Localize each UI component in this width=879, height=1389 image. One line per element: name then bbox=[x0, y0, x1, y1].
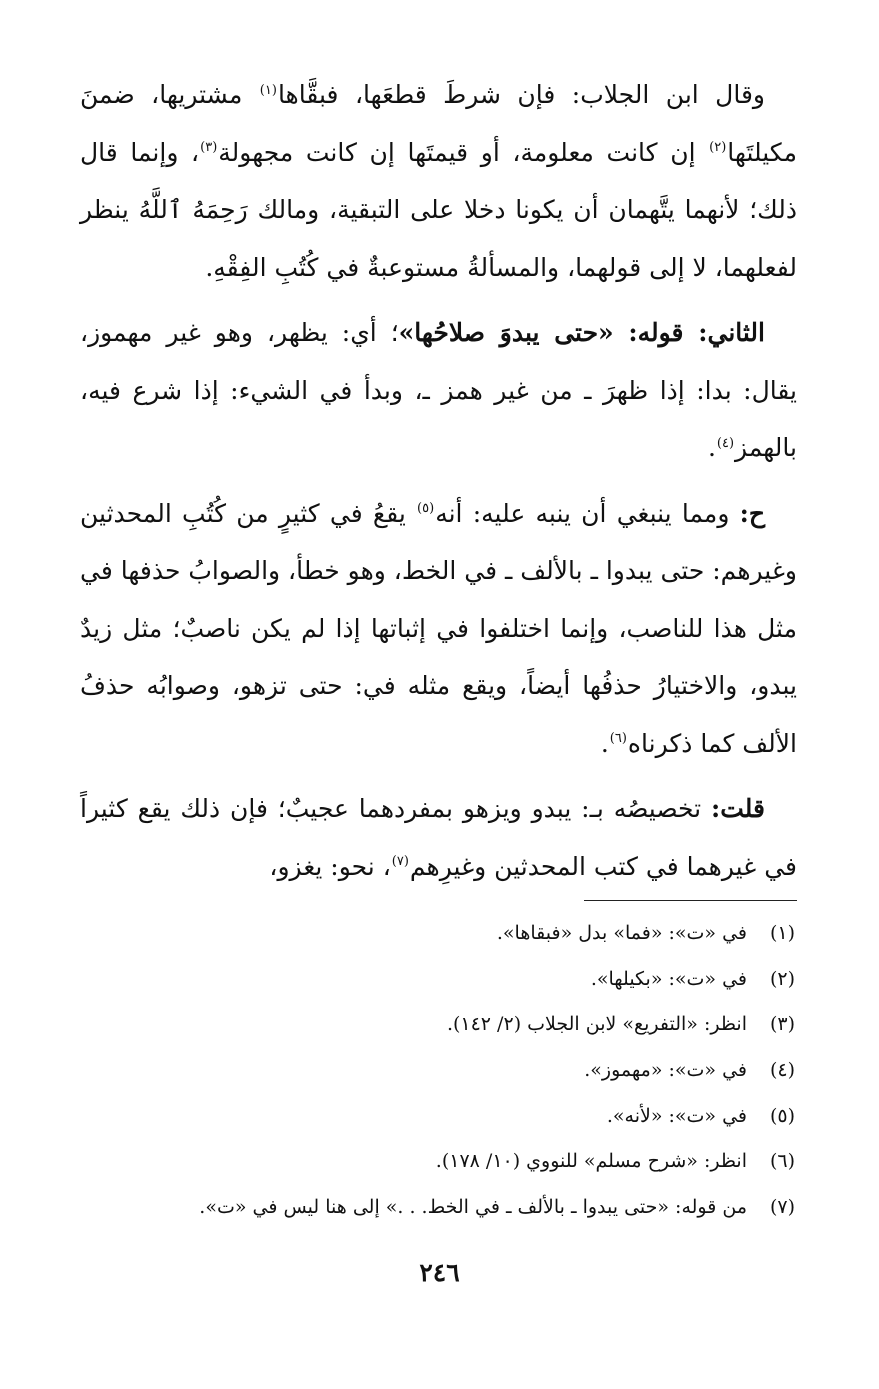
paragraph-4-text-2: ، نحو: يغزو، bbox=[269, 851, 391, 881]
footnotes bbox=[80, 917, 795, 1237]
footnote-number: (٢) bbox=[769, 967, 795, 990]
footnote-text: في «ت»: «فما» بدل «فبقاها». bbox=[496, 922, 747, 944]
paragraph-2-lead: الثاني: قوله: «حتى يبدوَ صلاحُها» bbox=[398, 318, 765, 347]
paragraph-4-text-1: تخصيصُه بـ: يبدو ويزهو بمفردهما عجيبٌ؛ فإن ذلك يقع كثيراً في غيرهما في كتب المحدثين وغيرِهم bbox=[80, 794, 797, 881]
footnote-7 bbox=[80, 1191, 795, 1237]
footnote-number: (٣) bbox=[769, 1013, 795, 1036]
paragraph-3-text-3: . bbox=[600, 728, 609, 758]
footnote-1 bbox=[80, 917, 795, 963]
footnote-ref-1: (١) bbox=[259, 82, 277, 98]
paragraph-2-text-2: . bbox=[707, 433, 716, 462]
paragraph-1-text-1: وقال ابن الجلاب: فإن شرطَ قطعَها، فبقَّاها bbox=[277, 80, 765, 109]
paragraph-4-lead: قلت: bbox=[710, 794, 765, 823]
paragraph-2 bbox=[80, 304, 797, 477]
footnote-3 bbox=[80, 1008, 795, 1054]
footnote-text: انظر: «شرح مسلم» للنووي (١٠/ ١٧٨). bbox=[435, 1150, 747, 1173]
footnote-6 bbox=[80, 1145, 795, 1191]
footnote-ref-5: (٥) bbox=[417, 501, 435, 517]
paragraph-1-text-2: مشتريها، ضمنَ مكيلتَها bbox=[80, 80, 797, 167]
footnote-number: (٦) bbox=[769, 1150, 795, 1173]
paragraph-2-text-1: ؛ أي: يظهر، وهو غير مهموز، يقال: بدا: إذا ظهرَ ـ من غير همز ـ، وبدأ في الشيء: إذا شرع فيه، بالهمز bbox=[80, 318, 797, 462]
paragraph-1 bbox=[80, 66, 797, 296]
main-text bbox=[80, 66, 797, 895]
footnote-ref-4: (٤) bbox=[716, 435, 735, 451]
footnote-text: انظر: «التفريع» لابن الجلاب (٢/ ١٤٢). bbox=[446, 1013, 747, 1036]
footnote-4 bbox=[80, 1054, 795, 1100]
paragraph-3-text-2: يقعُ في كثيرٍ من كُتُبِ المحدثين وغيرهم: حتى يبدوا ـ بالألف ـ في الخط، وهو خطأ، والصوابُ حذفها في مثل هذا للناصب، وإنما اختلفوا في إثباتها إذا لم يكن ناصبٌ؛ مثل زيدٌ يبدو، والاختيارُ حذفُها أيضاً، ويقع مثله في: حتى تزهو، وصوابُه حذفُ الألف كما ذكرناه bbox=[80, 498, 797, 758]
footnote-text: في «ت»: «بكيلها». bbox=[590, 967, 747, 990]
footnote-ref-2: (٢) bbox=[709, 140, 727, 156]
footnote-ref-6: (٦) bbox=[609, 731, 627, 747]
paragraph-3 bbox=[80, 485, 797, 773]
paragraph-3-text-1: ومما ينبغي أن ينبه عليه: أنه bbox=[435, 498, 740, 528]
page-number: ٢٤٦ bbox=[419, 1258, 460, 1287]
paragraph-3-lead: ح: bbox=[739, 498, 765, 528]
footnote-ref-7: (٧) bbox=[391, 854, 409, 870]
footnote-text: في «ت»: «مهموز». bbox=[584, 1059, 747, 1082]
footnote-number: (٧) bbox=[769, 1196, 795, 1219]
footnote-separator bbox=[584, 900, 797, 901]
footnote-5 bbox=[80, 1100, 795, 1146]
paragraph-1-text-4: ، وإنما قال ذلك؛ لأنهما يتَّهمان أن يكونا دخلا على التبقية، ومالك رَحِمَهُ ٱللَّهُ ينظر لفعلهما، لا إلى قولهما، والمسألةُ مستوعبةٌ في كُتُبِ الفِقْهِ. bbox=[80, 137, 797, 282]
footnote-text: من قوله: «حتى يبدوا ـ بالألف ـ في الخط. . .» إلى هنا ليس في «ت». bbox=[199, 1196, 747, 1219]
footnote-number: (٤) bbox=[769, 1059, 795, 1082]
paragraph-1-text-3: إن كانت معلومة، أو قيمتَها إن كانت مجهولة bbox=[218, 137, 709, 167]
footnote-2 bbox=[80, 963, 795, 1009]
footnote-number: (٥) bbox=[769, 1104, 795, 1127]
footnote-text: في «ت»: «لأنه». bbox=[606, 1104, 747, 1127]
footnote-number: (١) bbox=[769, 922, 795, 944]
footnote-ref-3: (٣) bbox=[200, 140, 218, 156]
paragraph-4 bbox=[80, 780, 797, 895]
